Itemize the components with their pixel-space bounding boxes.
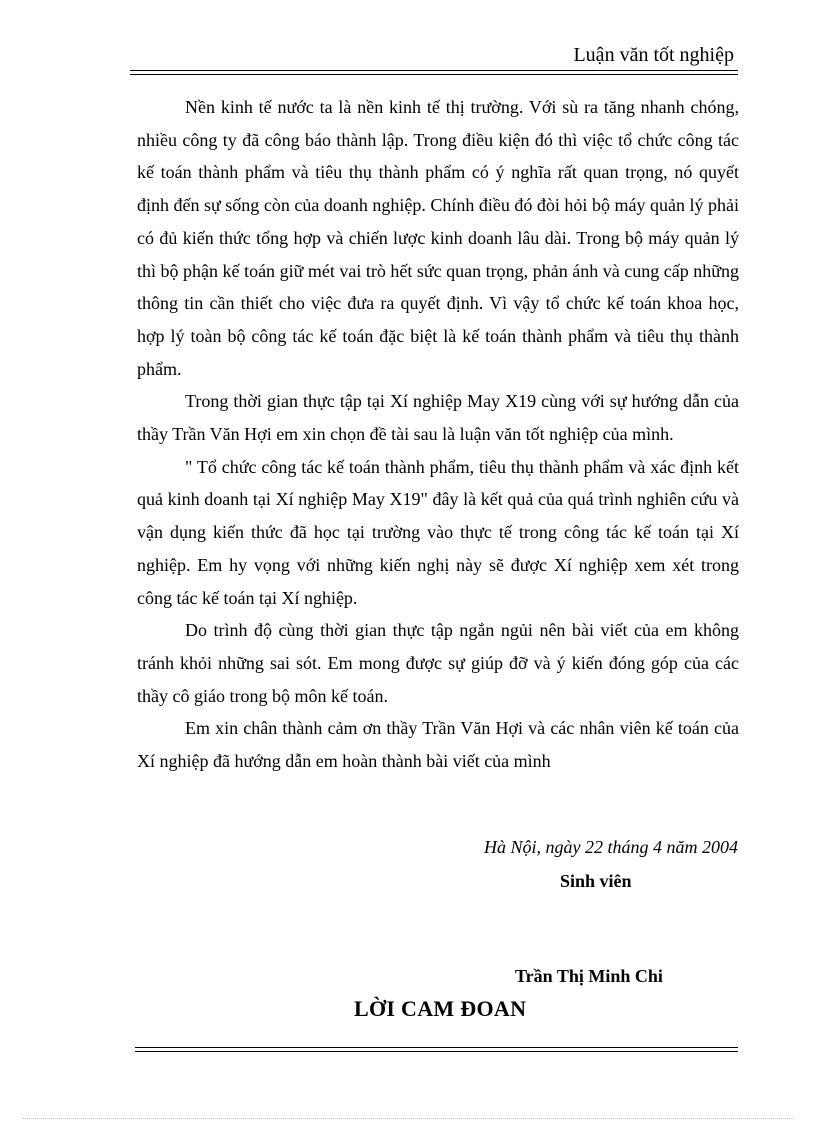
signoff-role: Sinh viên	[560, 871, 632, 891]
running-header-title: Luận văn tốt nghiệp	[573, 44, 734, 66]
page-boundary	[22, 1118, 794, 1119]
paragraph-topic: " Tổ chức công tác kế toán thành phẩm, tiêu thụ thành phẩm và xác định kết quả kinh doanh tại Xí nghiệp May X19" đây là kết quả của quá trình nghiên cứu và vận dụng kiến thức đã học tại trường vào thực tế trong công tác kế toán tại Xí nghiệp. Em hy vọng với những kiến nghị này sẽ được Xí nghiệp xem xét trong công tác kế toán tại Xí nghiệp.	[137, 456, 739, 608]
signoff-date: Hà Nội, ngày 22 tháng 4 năm 2004	[484, 837, 738, 857]
paragraph-thanks: Em xin chân thành cảm ơn thầy Trần Văn Hợi và các nhân viên kế toán của Xí nghiệp đã hướng dẫn em hoàn thành bài viết của mình	[137, 718, 739, 772]
signoff-name: Trần Thị Minh Chi	[515, 966, 663, 986]
body-text	[137, 91, 739, 778]
paragraph-intro: Nền kinh tế nước ta là nền kinh tế thị trường. Với sù ra tăng nhanh chóng, nhiều công ty đã công báo thành lập. Trong điều kiện đó thì việc tổ chức công tác kế toán thành phẩm và tiêu thụ thành phẩm có ý nghĩa rất quan trọng, nó quyết định đến sự sống còn của doanh nghiệp. Chính điều đó đòi hỏi bộ máy quản lý phải có đủ kiến thức tổng hợp và chiến lược kinh doanh lâu dài. Trong bộ máy quản lý thì bộ phận kế toán giữ mét vai trò hết sức quan trọng, phản ánh và cung cấp những thông tin cần thiết cho việc đưa ra quyết định. Vì vậy tổ chức kế toán khoa học, hợp lý toàn bộ công tác kế toán đặc biệt là kế toán thành phẩm và tiêu thụ thành phẩm.	[137, 97, 739, 379]
footer-double-rule	[135, 1047, 738, 1052]
header-double-rule	[130, 70, 738, 75]
paragraph-internship: Trong thời gian thực tập tại Xí nghiệp May X19 cùng với sự hướng dẫn của thầy Trần Văn Hợi em xin chọn đề tài sau là luận văn tốt nghiệp của mình.	[137, 391, 739, 445]
paragraph-limitations: Do trình độ cùng thời gian thực tập ngắn ngủi nên bài viết của em không tránh khỏi những sai sót. Em mong được sự giúp đỡ và ý kiến đóng góp của các thầy cô giáo trong bộ môn kế toán.	[137, 620, 739, 706]
section-heading: LỜI CAM ĐOAN	[354, 996, 527, 1021]
